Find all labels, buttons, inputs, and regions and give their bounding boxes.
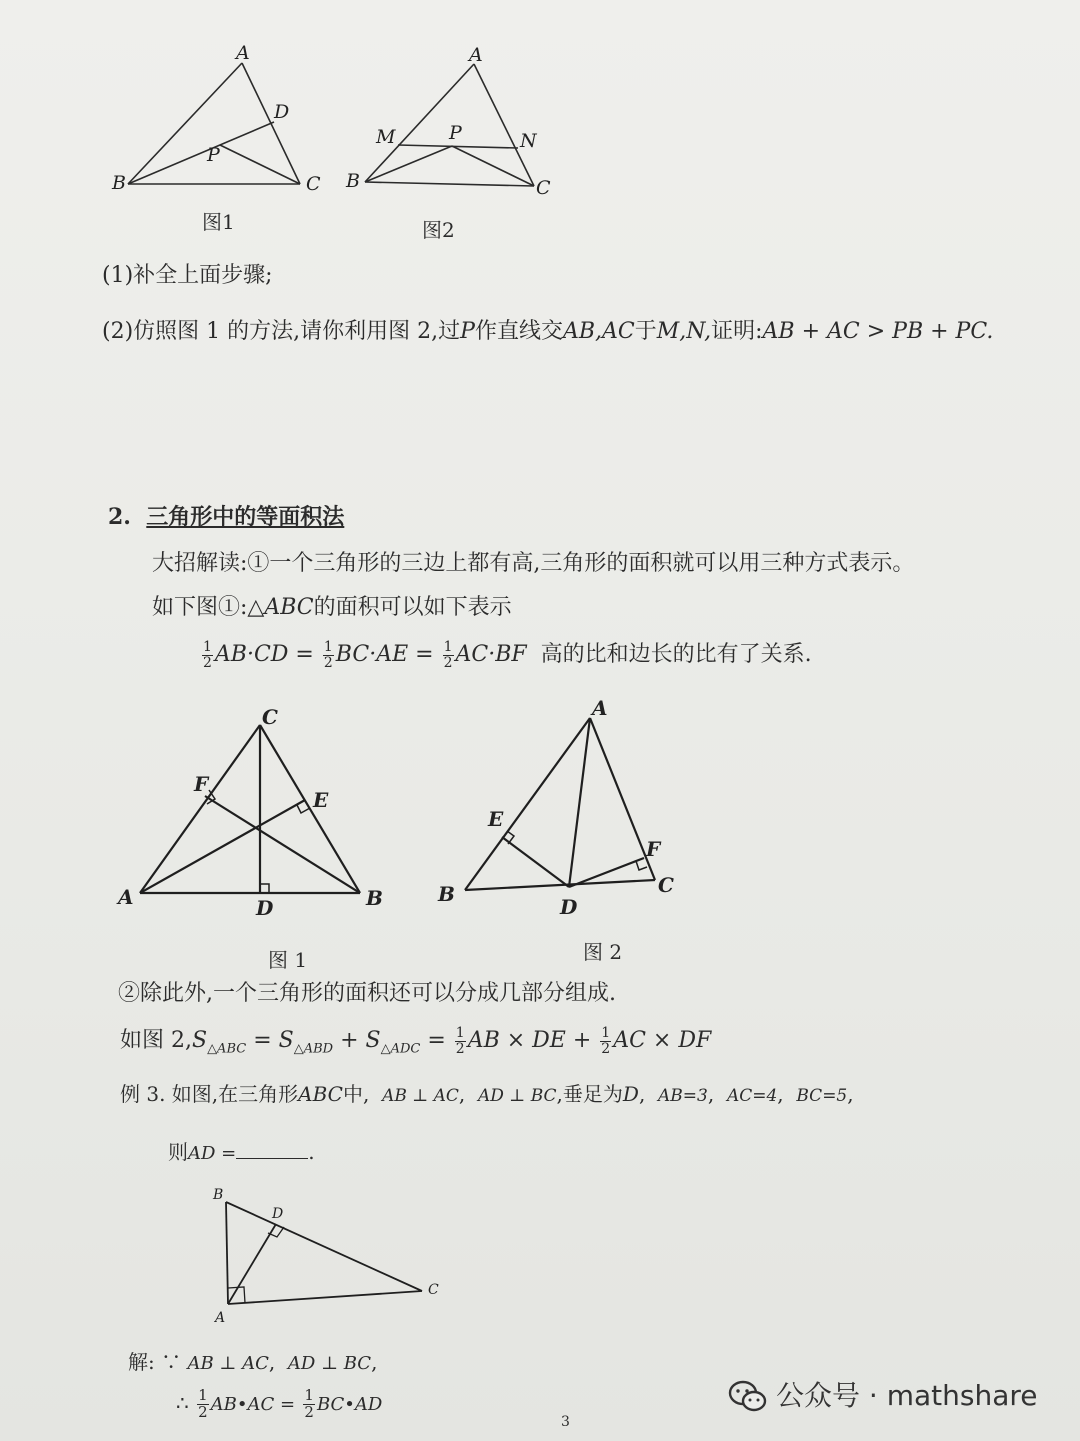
intro-text: 如下图①:△ <box>152 595 265 620</box>
fraction-half: $\frac{1}{2}$ <box>443 639 453 671</box>
top-figure-1 <box>100 40 340 200</box>
area-formula <box>200 640 812 670</box>
label-a: A <box>469 44 483 66</box>
page-number: 3 <box>561 1414 570 1430</box>
fraction-half: $\frac{1}{2}$ <box>323 639 333 671</box>
altitude-figure-2 <box>430 690 690 920</box>
question-2-text: 于 <box>634 319 657 344</box>
section-title: 三角形中的等面积法 <box>146 504 345 530</box>
intro-line-1: 大招解读:①一个三角形的三边上都有高,三角形的面积就可以用三种方式表示。 <box>152 551 915 576</box>
label-e: E <box>488 807 504 831</box>
top-figure-2 <box>340 40 570 210</box>
question-2 <box>102 318 993 347</box>
question-2-points: M,N, <box>656 319 712 344</box>
question-2-inequality: AB + AC > PB + PC. <box>762 319 994 344</box>
altitude-figure-1-caption: 图 1 <box>268 948 308 972</box>
label-p: P <box>449 122 462 144</box>
question-2-text: 证明: <box>711 319 763 344</box>
label-c: C <box>428 1282 439 1298</box>
intro-text: 的面积可以如下表示 <box>313 595 512 620</box>
top-figure-1-caption: 图1 <box>202 210 235 234</box>
label-d: D <box>256 896 274 920</box>
top-figure-2-caption: 图2 <box>422 218 455 242</box>
watermark-text: 公众号 · mathshare <box>776 1379 1038 1412</box>
altitude-figure-2-caption: 图 2 <box>583 940 623 964</box>
section-number: 2. <box>108 504 131 530</box>
label-e: E <box>313 788 329 812</box>
label-c: C <box>536 177 551 199</box>
label-f: F <box>194 772 209 796</box>
label-m: M <box>376 126 396 148</box>
formula-term: BC·AE = <box>335 642 434 668</box>
intro-line-2 <box>152 594 512 623</box>
question-2-text: (2)仿照图 1 的方法,请你利用图 2,过 <box>102 319 461 344</box>
question-2-text: 作直线交 <box>474 319 563 344</box>
formula-remark: 高的比和边长的比有了关系. <box>540 642 812 668</box>
fraction-half: $\frac{1}{2}$ <box>304 1386 314 1421</box>
label-b: B <box>438 882 455 906</box>
label-c: C <box>658 873 674 897</box>
label-f: F <box>646 837 661 861</box>
example-3-figure <box>200 1180 460 1330</box>
watermark <box>728 1374 1037 1414</box>
part-2-line: ②除此外,一个三角形的面积还可以分成几部分组成. <box>118 981 616 1006</box>
question-1: (1)补全上面步骤; <box>102 263 273 288</box>
label-a: A <box>118 885 134 909</box>
label-c: C <box>262 705 278 729</box>
label-a: A <box>592 696 608 720</box>
fraction-half: $\frac{1}{2}$ <box>198 1386 208 1421</box>
question-2-point: P <box>460 319 475 344</box>
triangle-name: ABC <box>264 595 314 620</box>
label-p: P <box>207 144 220 166</box>
example-3-question: 则AD = . <box>168 1140 315 1164</box>
label-b: B <box>213 1187 224 1203</box>
label-b: B <box>366 886 383 910</box>
label-a: A <box>236 42 250 64</box>
area-sum-formula: 如图 $2,S_{\triangle ABC} = S_{\triangle ABD} + S_{\triangle ADC}$ = $\frac{1}{2}$ AB × DE + $\frac{1}{2}$ AC × DF <box>120 1025 712 1057</box>
question-2-sides: AB,AC <box>562 319 635 344</box>
section-heading <box>108 500 344 531</box>
label-b: B <box>112 172 126 194</box>
fraction-half: $\frac{1}{2}$ <box>203 639 212 671</box>
fraction-half: $\frac{1}{2}$ <box>455 1025 465 1057</box>
solution-line-1: 解: ∵ AB ⊥ AC, AD ⊥ BC, <box>128 1350 378 1374</box>
label-a: A <box>215 1310 226 1326</box>
label-b: B <box>346 170 360 192</box>
label-d: D <box>274 101 290 123</box>
label-n: N <box>520 130 537 152</box>
answer-blank[interactable] <box>236 1140 308 1159</box>
solution-line-2: ∴ $\frac{1}{2}$ AB•AC = $\frac{1}{2}$ BC•AD <box>176 1386 383 1421</box>
fraction-half: $\frac{1}{2}$ <box>601 1025 611 1057</box>
label-d: D <box>560 895 578 919</box>
example-3: 例 3. 如图,在三角形ABC中, AB ⊥ AC, AD ⊥ BC,垂足为D, AB=3, AC=4, BC=5, <box>120 1082 854 1106</box>
label-c: C <box>306 173 321 195</box>
formula-term: AC·BF <box>455 642 527 668</box>
label-d: D <box>272 1206 284 1222</box>
formula-term: AB·CD = <box>214 642 314 668</box>
formula-prefix: 如图 2, <box>120 1028 192 1054</box>
wechat-icon <box>728 1380 768 1414</box>
altitude-figure-1 <box>110 700 400 920</box>
